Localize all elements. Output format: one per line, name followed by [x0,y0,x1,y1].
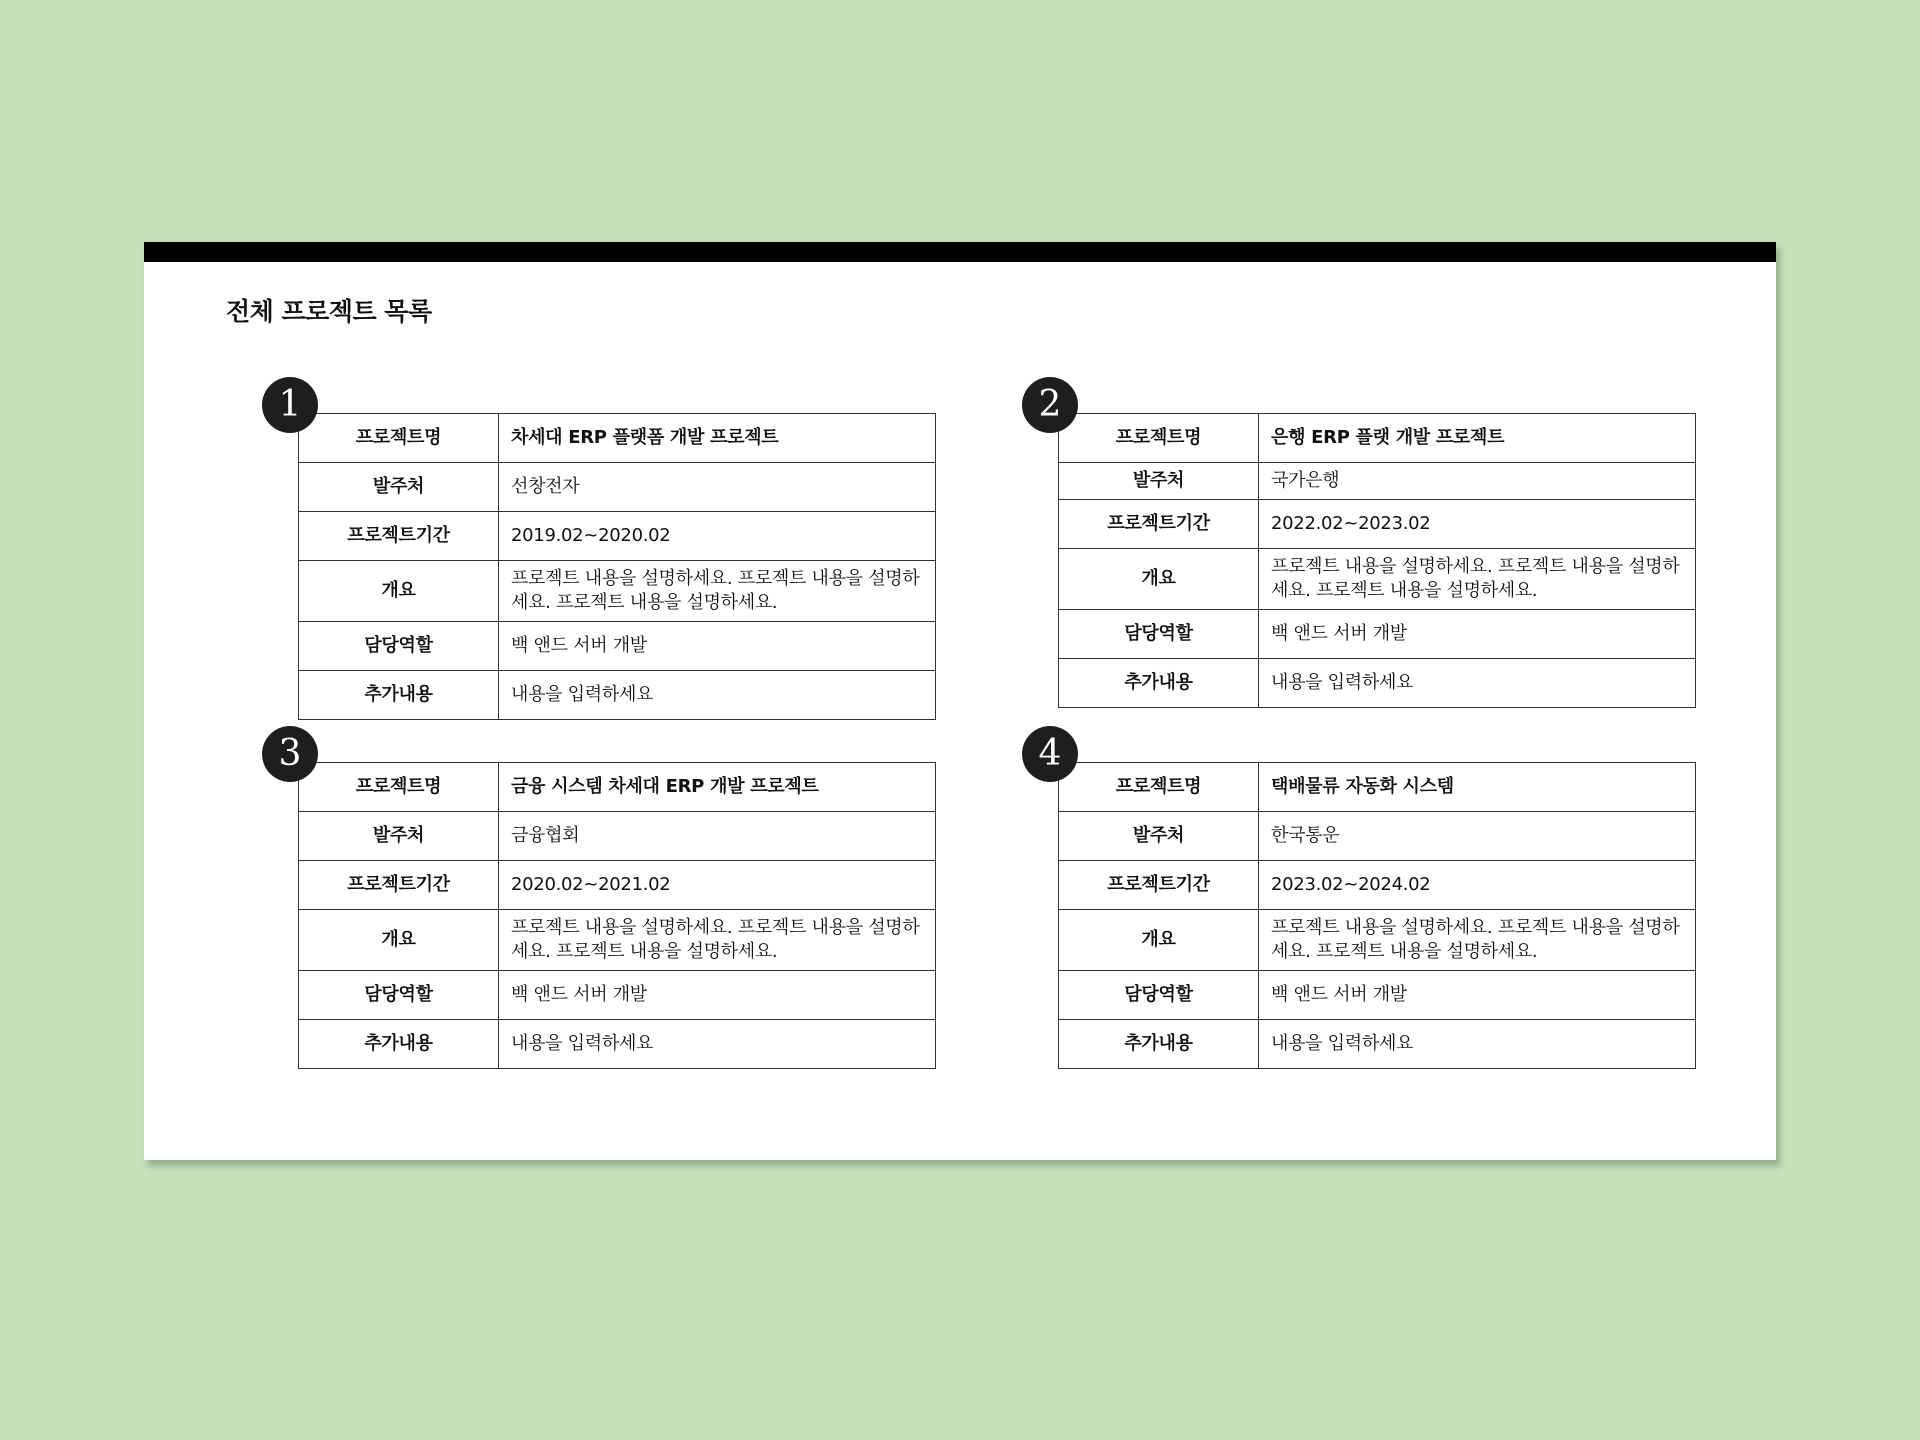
extra-value: 내용을 입력하세요 [499,671,936,720]
client-value: 국가은행 [1259,463,1696,500]
summary-value: 프로젝트 내용을 설명하세요. 프로젝트 내용을 설명하세요. 프로젝트 내용을 설명하세요. [499,561,936,622]
summary-value: 프로젝트 내용을 설명하세요. 프로젝트 내용을 설명하세요. 프로젝트 내용을 설명하세요. [499,910,936,971]
table-row [299,1020,936,1069]
row-label: 프로젝트기간 [299,861,499,910]
row-label: 프로젝트기간 [1059,500,1259,549]
row-label: 발주처 [1059,812,1259,861]
client-value: 한국통운 [1259,812,1696,861]
project-name: 금융 시스템 차세대 ERP 개발 프로젝트 [499,763,936,812]
period-value: 2022.02~2023.02 [1259,500,1696,549]
table-row [299,671,936,720]
role-value: 백 앤드 서버 개발 [499,622,936,671]
project-card-4 [1038,733,1696,1069]
table-row [299,622,936,671]
table-row [299,512,936,561]
row-label: 프로젝트기간 [299,512,499,561]
table-row [299,414,936,463]
extra-value: 내용을 입력하세요 [499,1020,936,1069]
table-row [1059,500,1696,549]
summary-value: 프로젝트 내용을 설명하세요. 프로젝트 내용을 설명하세요. 프로젝트 내용을 설명하세요. [1259,910,1696,971]
project-table [298,762,936,1069]
table-row [299,861,936,910]
top-bar [144,242,1776,262]
table-row [1059,812,1696,861]
table-row [1059,414,1696,463]
row-label: 담당역할 [299,971,499,1020]
row-label: 개요 [299,910,499,971]
period-value: 2019.02~2020.02 [499,512,936,561]
row-label: 프로젝트명 [1059,414,1259,463]
number-badge: 2 [1022,377,1078,433]
table-row [299,812,936,861]
table-row [299,763,936,812]
row-label: 프로젝트명 [299,763,499,812]
row-label: 프로젝트기간 [1059,861,1259,910]
table-row [1059,549,1696,610]
row-label: 프로젝트명 [1059,763,1259,812]
role-value: 백 앤드 서버 개발 [1259,610,1696,659]
row-label: 개요 [299,561,499,622]
row-label: 개요 [1059,549,1259,610]
extra-value: 내용을 입력하세요 [1259,659,1696,708]
client-value: 금융협회 [499,812,936,861]
table-row [299,910,936,971]
project-name: 차세대 ERP 플랫폼 개발 프로젝트 [499,414,936,463]
number-badge: 4 [1022,726,1078,782]
table-row [1059,1020,1696,1069]
table-row [1059,659,1696,708]
row-label: 추가내용 [1059,1020,1259,1069]
table-row [1059,910,1696,971]
row-label: 개요 [1059,910,1259,971]
table-row [1059,763,1696,812]
project-card-2 [1038,384,1696,708]
row-label: 추가내용 [299,1020,499,1069]
project-name: 은행 ERP 플랫 개발 프로젝트 [1259,414,1696,463]
table-row [299,971,936,1020]
number-badge: 1 [262,377,318,433]
project-table [1058,762,1696,1069]
table-row [1059,861,1696,910]
period-value: 2020.02~2021.02 [499,861,936,910]
row-label: 프로젝트명 [299,414,499,463]
project-table [298,413,936,720]
table-row [1059,971,1696,1020]
row-label: 발주처 [299,812,499,861]
project-name: 택배물류 자동화 시스템 [1259,763,1696,812]
client-value: 선창전자 [499,463,936,512]
project-table [1058,413,1696,708]
table-row [1059,463,1696,500]
row-label: 담당역할 [1059,971,1259,1020]
table-row [299,463,936,512]
row-label: 발주처 [1059,463,1259,500]
page-title: 전체 프로젝트 목록 [226,297,432,326]
row-label: 추가내용 [1059,659,1259,708]
period-value: 2023.02~2024.02 [1259,861,1696,910]
role-value: 백 앤드 서버 개발 [1259,971,1696,1020]
project-card-1 [278,384,936,720]
extra-value: 내용을 입력하세요 [1259,1020,1696,1069]
slide [144,242,1776,1160]
number-badge: 3 [262,726,318,782]
role-value: 백 앤드 서버 개발 [499,971,936,1020]
project-card-3 [278,733,936,1069]
row-label: 발주처 [299,463,499,512]
table-row [1059,610,1696,659]
row-label: 담당역할 [299,622,499,671]
summary-value: 프로젝트 내용을 설명하세요. 프로젝트 내용을 설명하세요. 프로젝트 내용을 설명하세요. [1259,549,1696,610]
row-label: 담당역할 [1059,610,1259,659]
table-row [299,561,936,622]
row-label: 추가내용 [299,671,499,720]
